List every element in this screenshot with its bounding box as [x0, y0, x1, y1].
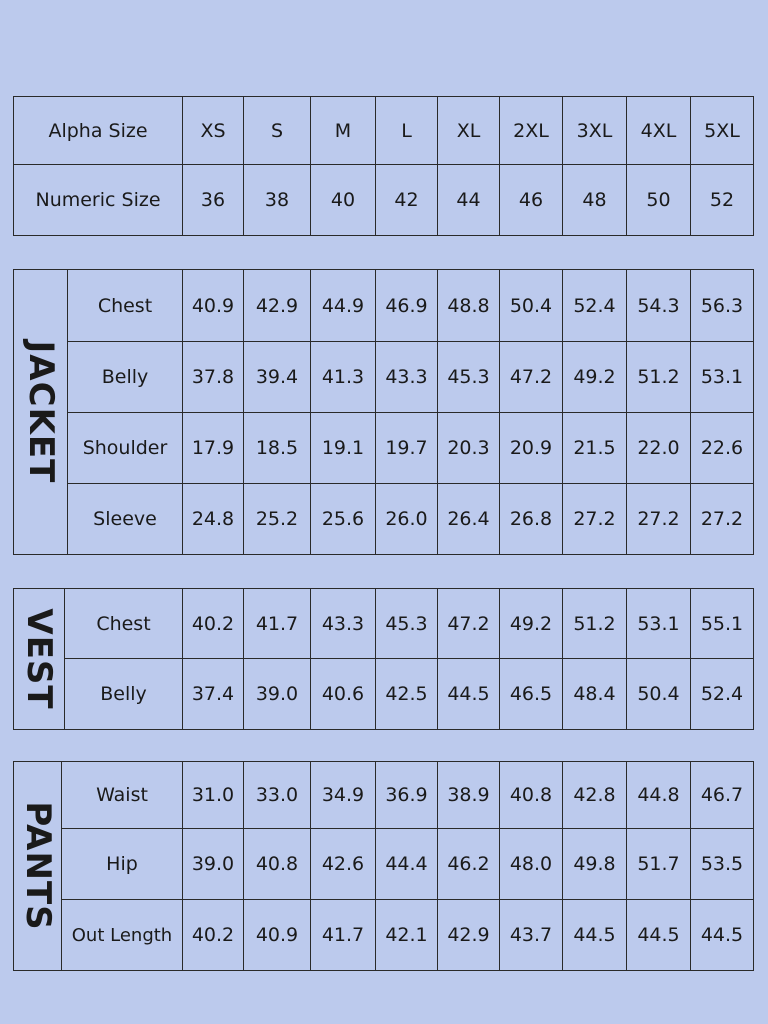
value-cell: 44.4 — [376, 829, 438, 900]
value-cell: 40.9 — [244, 900, 311, 971]
value-cell: 52.4 — [691, 659, 754, 730]
pants-table — [13, 761, 754, 971]
value-cell: 27.2 — [627, 484, 691, 555]
numeric-size-cell: 46 — [500, 165, 563, 236]
value-cell: 42.9 — [438, 900, 500, 971]
alpha-size-cell: 5XL — [691, 97, 754, 165]
value-cell: 52.4 — [563, 270, 627, 342]
alpha-size-cell: 3XL — [563, 97, 627, 165]
value-cell: 45.3 — [438, 342, 500, 413]
value-cell: 39.0 — [183, 829, 244, 900]
value-cell: 42.8 — [563, 762, 627, 829]
numeric-size-cell: 40 — [311, 165, 376, 236]
value-cell: 24.8 — [183, 484, 244, 555]
value-cell: 53.1 — [691, 342, 754, 413]
value-cell: 39.4 — [244, 342, 311, 413]
value-cell: 44.9 — [311, 270, 376, 342]
value-cell: 51.7 — [627, 829, 691, 900]
value-cell: 22.6 — [691, 413, 754, 484]
value-cell: 45.3 — [376, 589, 438, 659]
row-label: Chest — [68, 270, 183, 342]
alpha-size-cell: M — [311, 97, 376, 165]
pants-row — [14, 900, 754, 971]
value-cell: 27.2 — [691, 484, 754, 555]
value-cell: 25.2 — [244, 484, 311, 555]
value-cell: 56.3 — [691, 270, 754, 342]
value-cell: 43.3 — [376, 342, 438, 413]
alpha-size-cell: 2XL — [500, 97, 563, 165]
value-cell: 47.2 — [500, 342, 563, 413]
value-cell: 18.5 — [244, 413, 311, 484]
value-cell: 37.4 — [183, 659, 244, 730]
pants-title: PANTS — [17, 801, 58, 931]
value-cell: 26.4 — [438, 484, 500, 555]
row-label: Shoulder — [68, 413, 183, 484]
numeric-size-row — [14, 165, 754, 236]
value-cell: 42.6 — [311, 829, 376, 900]
value-cell: 46.7 — [691, 762, 754, 829]
value-cell: 40.2 — [183, 900, 244, 971]
value-cell: 51.2 — [627, 342, 691, 413]
value-cell: 20.3 — [438, 413, 500, 484]
value-cell: 46.2 — [438, 829, 500, 900]
value-cell: 44.5 — [691, 900, 754, 971]
value-cell: 54.3 — [627, 270, 691, 342]
value-cell: 19.1 — [311, 413, 376, 484]
alpha-size-row — [14, 97, 754, 165]
value-cell: 40.2 — [183, 589, 244, 659]
value-cell: 40.6 — [311, 659, 376, 730]
value-cell: 19.7 — [376, 413, 438, 484]
row-label: Waist — [62, 762, 183, 829]
value-cell: 22.0 — [627, 413, 691, 484]
pants-section-label — [14, 762, 62, 971]
value-cell: 48.4 — [563, 659, 627, 730]
value-cell: 41.7 — [311, 900, 376, 971]
row-label: Belly — [68, 342, 183, 413]
value-cell: 33.0 — [244, 762, 311, 829]
jacket-row — [14, 270, 754, 342]
jacket-title: JACKET — [20, 340, 61, 484]
vest-section-label — [14, 589, 65, 730]
numeric-size-label: Numeric Size — [14, 165, 183, 236]
value-cell: 17.9 — [183, 413, 244, 484]
value-cell: 55.1 — [691, 589, 754, 659]
value-cell: 50.4 — [627, 659, 691, 730]
alpha-size-cell: XS — [183, 97, 244, 165]
jacket-table — [13, 269, 754, 555]
value-cell: 48.8 — [438, 270, 500, 342]
value-cell: 43.7 — [500, 900, 563, 971]
value-cell: 25.6 — [311, 484, 376, 555]
value-cell: 53.1 — [627, 589, 691, 659]
numeric-size-cell: 44 — [438, 165, 500, 236]
value-cell: 41.3 — [311, 342, 376, 413]
value-cell: 38.9 — [438, 762, 500, 829]
value-cell: 48.0 — [500, 829, 563, 900]
value-cell: 27.2 — [563, 484, 627, 555]
jacket-section-label — [14, 270, 68, 555]
row-label: Chest — [65, 589, 183, 659]
alpha-size-label: Alpha Size — [14, 97, 183, 165]
value-cell: 41.7 — [244, 589, 311, 659]
value-cell: 26.8 — [500, 484, 563, 555]
value-cell: 26.0 — [376, 484, 438, 555]
vest-title: VEST — [19, 608, 59, 710]
value-cell: 36.9 — [376, 762, 438, 829]
value-cell: 43.3 — [311, 589, 376, 659]
alpha-size-cell: S — [244, 97, 311, 165]
row-label: Belly — [65, 659, 183, 730]
vest-row — [14, 589, 754, 659]
value-cell: 40.8 — [244, 829, 311, 900]
numeric-size-cell: 42 — [376, 165, 438, 236]
value-cell: 49.2 — [563, 342, 627, 413]
vest-table — [13, 588, 754, 730]
value-cell: 34.9 — [311, 762, 376, 829]
value-cell: 42.1 — [376, 900, 438, 971]
value-cell: 44.5 — [438, 659, 500, 730]
alpha-size-cell: XL — [438, 97, 500, 165]
pants-row — [14, 829, 754, 900]
value-cell: 47.2 — [438, 589, 500, 659]
value-cell: 44.5 — [627, 900, 691, 971]
value-cell: 42.9 — [244, 270, 311, 342]
alpha-size-cell: L — [376, 97, 438, 165]
value-cell: 44.5 — [563, 900, 627, 971]
numeric-size-cell: 38 — [244, 165, 311, 236]
jacket-row — [14, 342, 754, 413]
value-cell: 37.8 — [183, 342, 244, 413]
numeric-size-cell: 50 — [627, 165, 691, 236]
value-cell: 42.5 — [376, 659, 438, 730]
numeric-size-cell: 36 — [183, 165, 244, 236]
value-cell: 21.5 — [563, 413, 627, 484]
value-cell: 39.0 — [244, 659, 311, 730]
pants-row — [14, 762, 754, 829]
value-cell: 50.4 — [500, 270, 563, 342]
value-cell: 46.5 — [500, 659, 563, 730]
size-header-table — [13, 96, 754, 236]
row-label: Hip — [62, 829, 183, 900]
numeric-size-cell: 48 — [563, 165, 627, 236]
vest-row — [14, 659, 754, 730]
value-cell: 53.5 — [691, 829, 754, 900]
value-cell: 40.8 — [500, 762, 563, 829]
value-cell: 51.2 — [563, 589, 627, 659]
value-cell: 44.8 — [627, 762, 691, 829]
jacket-row — [14, 484, 754, 555]
value-cell: 49.2 — [500, 589, 563, 659]
value-cell: 31.0 — [183, 762, 244, 829]
value-cell: 20.9 — [500, 413, 563, 484]
jacket-row — [14, 413, 754, 484]
row-label: Sleeve — [68, 484, 183, 555]
value-cell: 49.8 — [563, 829, 627, 900]
value-cell: 46.9 — [376, 270, 438, 342]
numeric-size-cell: 52 — [691, 165, 754, 236]
alpha-size-cell: 4XL — [627, 97, 691, 165]
row-label: Out Length — [62, 900, 183, 971]
value-cell: 40.9 — [183, 270, 244, 342]
